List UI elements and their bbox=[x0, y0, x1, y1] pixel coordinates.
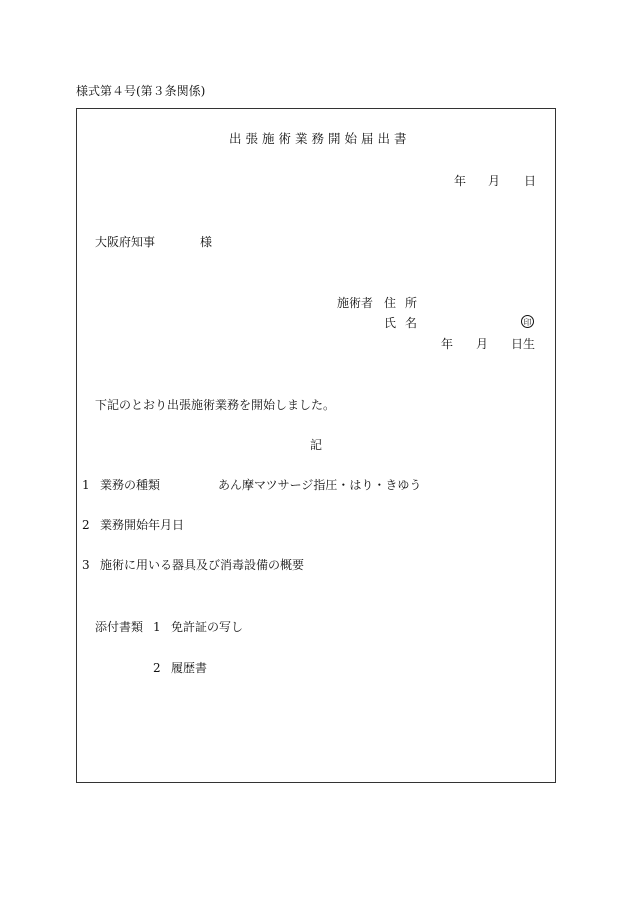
form-number: 様式第４号(第３条関係) bbox=[76, 84, 206, 98]
seal-mark-icon: 印 bbox=[521, 315, 534, 328]
address-label-char2: 所 bbox=[405, 296, 418, 310]
attachment-1-text: 免許証の写し bbox=[171, 620, 244, 634]
item-3-label: 施術に用いる器具及び消毒設備の概要 bbox=[100, 558, 305, 572]
attachment-1-number: 1 bbox=[153, 620, 161, 634]
birth-year-label: 年 bbox=[441, 337, 454, 351]
attachment-2-number: 2 bbox=[153, 661, 161, 675]
date-day-label: 日 bbox=[524, 174, 537, 188]
ki-heading: 記 bbox=[310, 438, 323, 452]
date-year-label: 年 bbox=[454, 174, 467, 188]
addressee-honorific: 様 bbox=[200, 235, 213, 249]
date-month-label: 月 bbox=[488, 174, 501, 188]
item-1-number: 1 bbox=[82, 478, 90, 492]
address-label-char1: 住 bbox=[384, 296, 397, 310]
attachment-2-text: 履歴書 bbox=[171, 661, 208, 675]
item-1-value: あん摩マツサージ指圧・はり・きゆう bbox=[218, 478, 422, 492]
birth-month-label: 月 bbox=[476, 337, 489, 351]
name-label-char1: 氏 bbox=[384, 316, 397, 330]
addressee-name: 大阪府知事 bbox=[95, 235, 156, 249]
attachments-label: 添付書類 bbox=[95, 620, 144, 634]
birth-day-label: 日生 bbox=[511, 337, 536, 351]
applicant-label: 施術者 bbox=[337, 296, 374, 310]
item-2-number: 2 bbox=[82, 518, 90, 532]
item-3-number: 3 bbox=[82, 558, 90, 572]
item-1-label: 業務の種類 bbox=[100, 478, 161, 492]
statement-text: 下記のとおり出張施術業務を開始しました。 bbox=[95, 398, 336, 412]
item-2-label: 業務開始年月日 bbox=[100, 518, 185, 532]
document-title: 出張施術業務開始届出書 bbox=[229, 131, 411, 146]
name-label-char2: 名 bbox=[405, 316, 418, 330]
